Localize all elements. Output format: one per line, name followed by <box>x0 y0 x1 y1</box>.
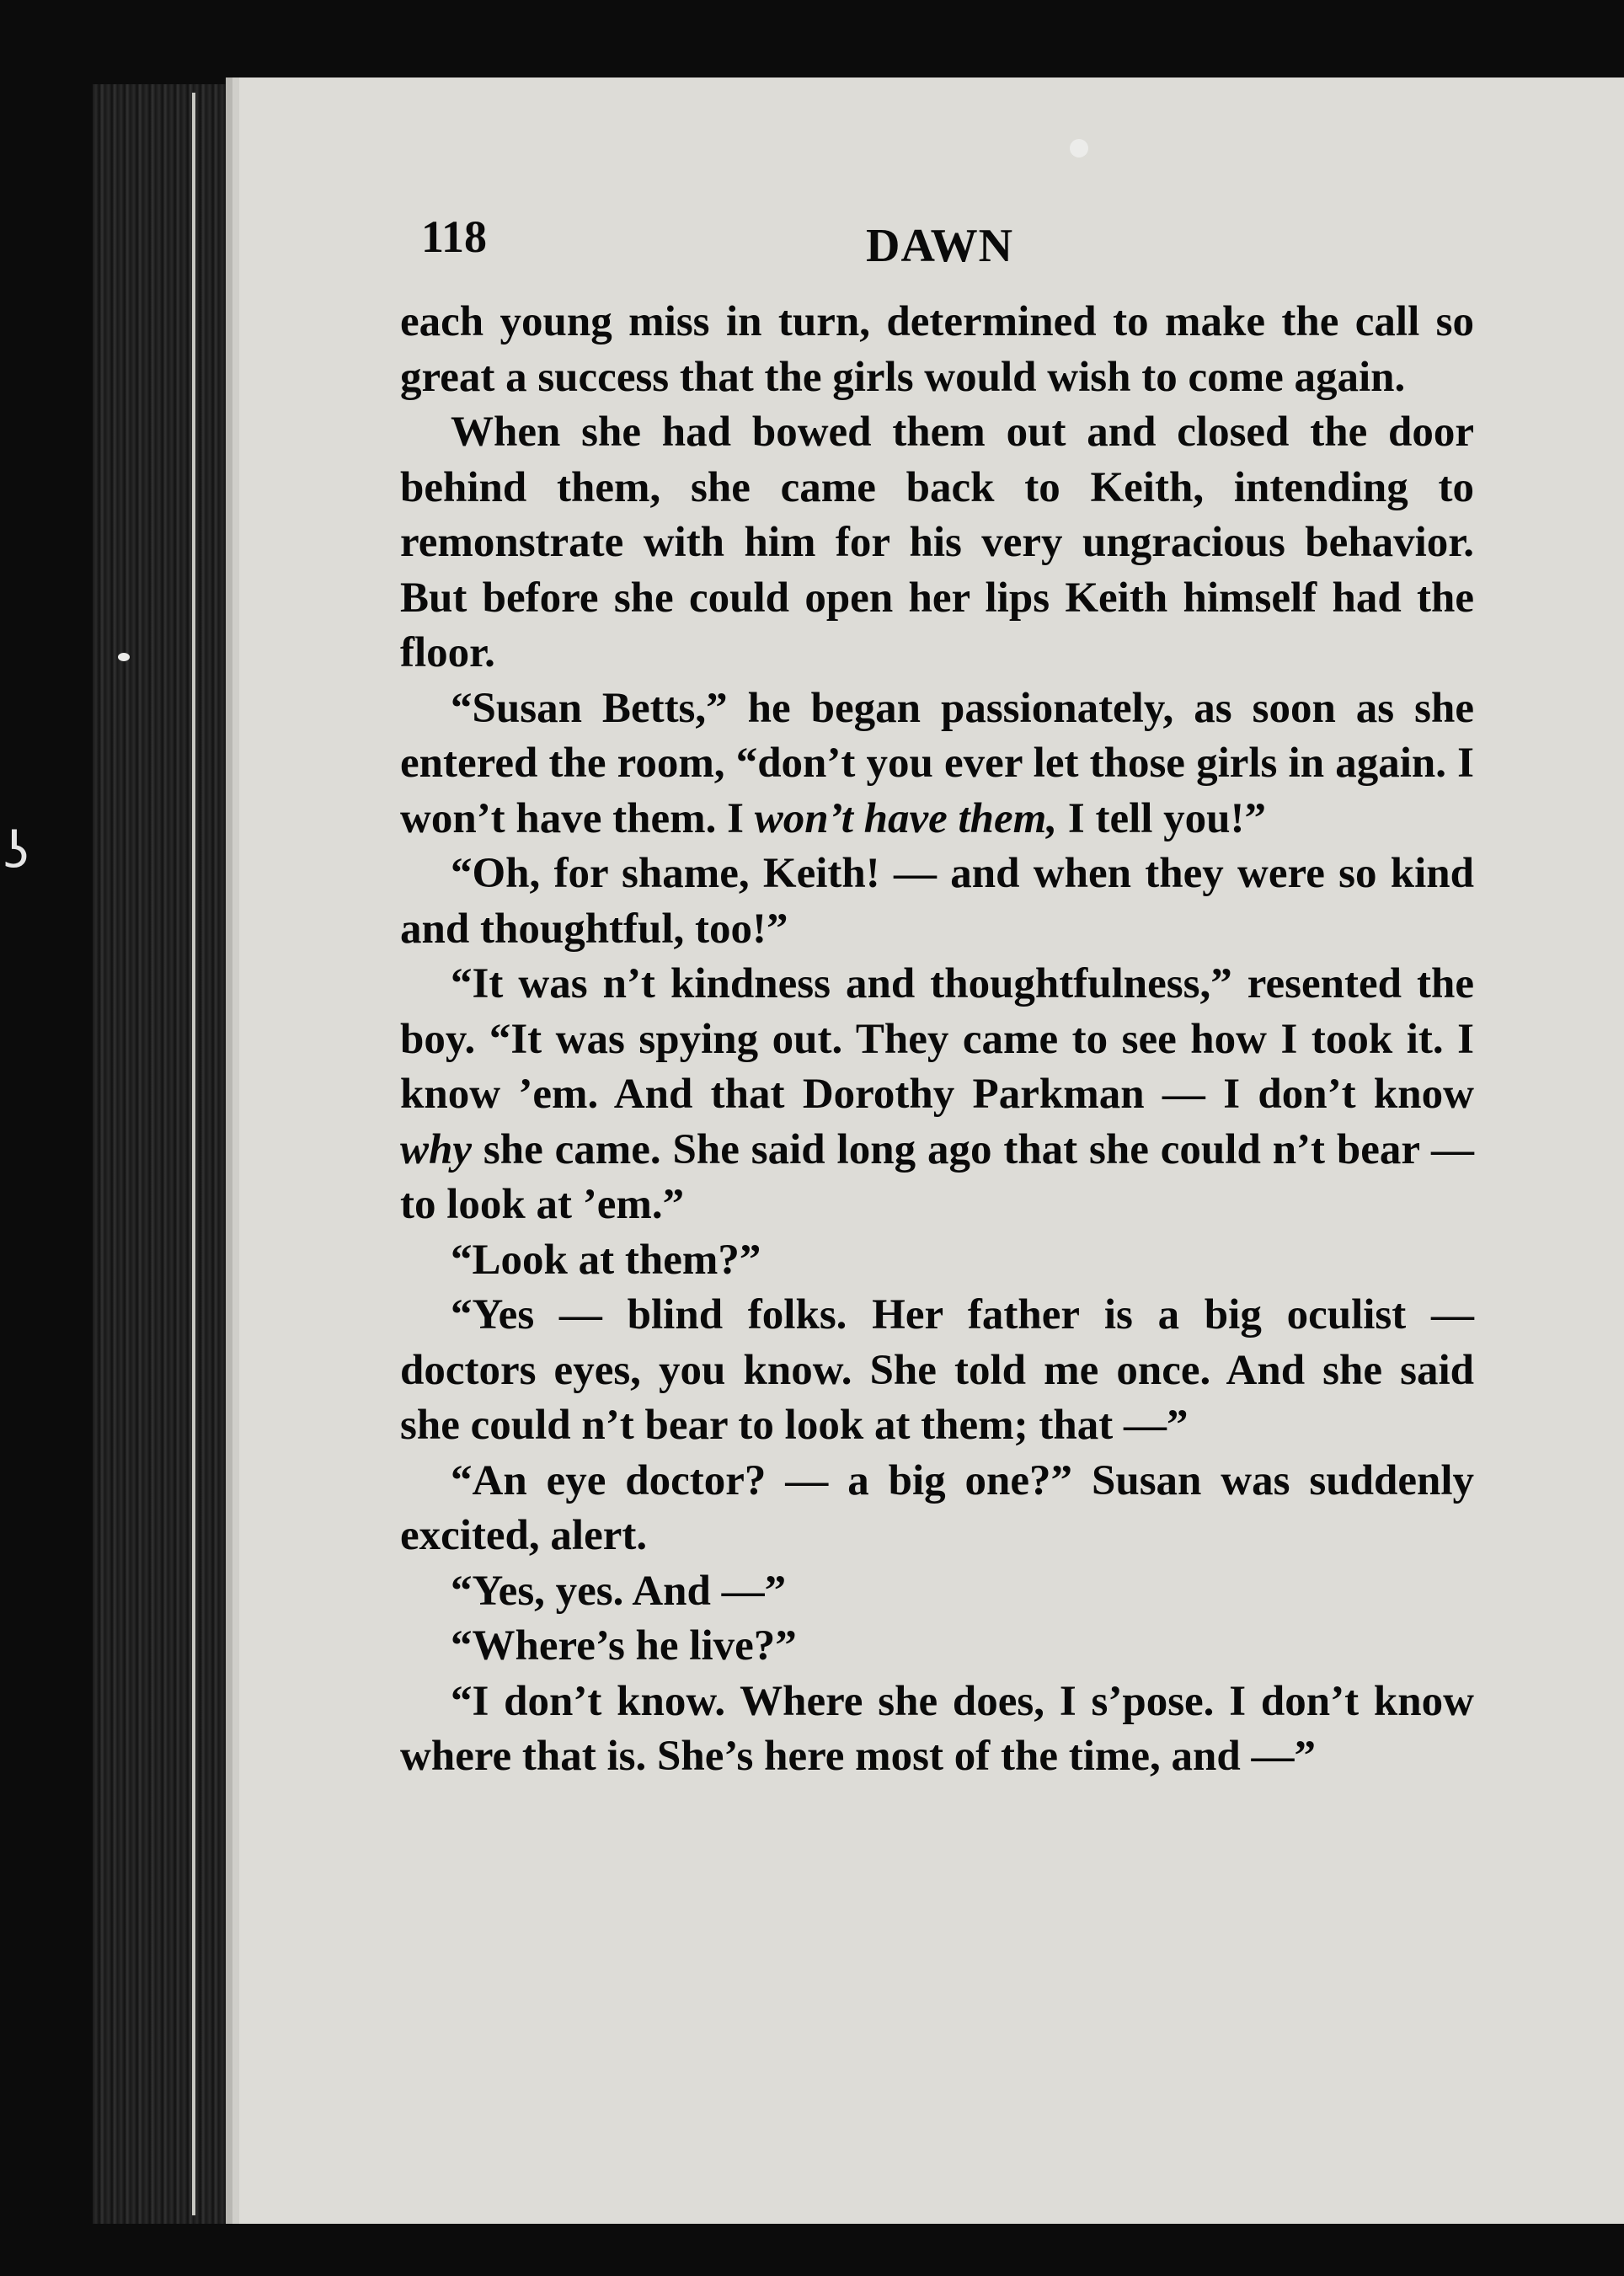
dust-speck <box>118 653 130 661</box>
dust-speck <box>1070 139 1088 158</box>
italic-text: why <box>400 1125 473 1173</box>
paragraph <box>400 405 1474 681</box>
paragraph <box>400 681 1474 847</box>
text-run: “I don’t know. Where she does, I s’pose. I don’t know where that is. She’s here most of the time, and —” <box>400 1677 1474 1780</box>
paragraph <box>400 1619 1474 1675</box>
text-run: she came. She said long ago that she could n’t bear — to look at ’em.” <box>400 1125 1474 1228</box>
page-header <box>421 211 1466 278</box>
margin-mark: ʖ <box>3 821 29 880</box>
body-text <box>400 295 1474 1785</box>
text-run: “Look at them?” <box>451 1236 761 1284</box>
text-run: When she had bowed them out and closed the door behind them, she came back to Keith, intending to remonstrate with him for his very ungracious behavior. But before she could open her lips Keith himself had the floor. <box>400 409 1474 676</box>
paragraph <box>400 1675 1474 1785</box>
paragraph <box>400 295 1474 405</box>
text-run: I tell you!” <box>1057 794 1267 842</box>
text-run: “Oh, for shame, Keith! — and when they were so kind and thoughtful, too!” <box>400 850 1474 953</box>
text-run: “Where’s he live?” <box>451 1622 797 1670</box>
text-run: each young miss in turn, determined to make the call so great a success that the girls would wish to come again. <box>400 298 1474 401</box>
text-run: “Susan Betts,” he began passionately, as soon as she entered the room, “don’t you ever let those girls in again. I won’t have them. I <box>400 684 1474 842</box>
paragraph <box>400 957 1474 1233</box>
paragraph <box>400 1233 1474 1289</box>
italic-text: won’t have them, <box>754 794 1058 842</box>
paragraph <box>400 1288 1474 1454</box>
text-run: “An eye doctor? — a big one?” Susan was suddenly excited, alert. <box>400 1456 1474 1559</box>
text-run: “Yes, yes. And —” <box>451 1567 787 1615</box>
paragraph <box>400 847 1474 957</box>
running-head: DAWN <box>866 220 1014 272</box>
paragraph <box>400 1454 1474 1564</box>
gutter-line <box>192 93 195 2215</box>
page-number: 118 <box>421 211 488 262</box>
text-run: “Yes — blind folks. Her father is a big oculist — doctors eyes, you know. She told me once. And she said she could n’t bear to look at them; that —” <box>400 1291 1474 1449</box>
book-page-edges <box>93 84 236 2224</box>
text-run: “It was n’t kindness and thoughtfulness,” resented the boy. “It was spying out. They came to see how I took it. I know ’em. And that Dorothy Parkman — I don’t know <box>400 960 1474 1118</box>
paragraph <box>400 1564 1474 1620</box>
